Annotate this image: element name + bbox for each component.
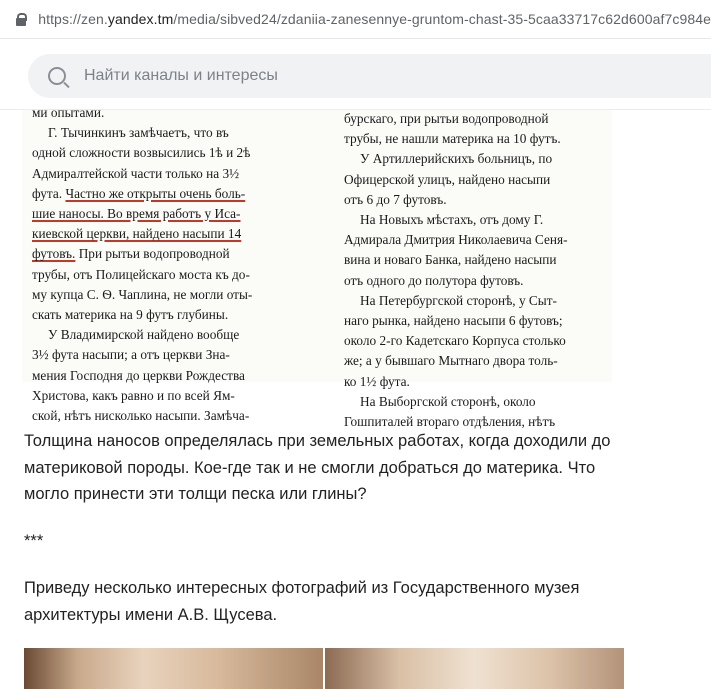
- search-header: [0, 39, 711, 110]
- scan-line: наго рынка, найдено насыпи 6 футовъ;: [344, 313, 563, 329]
- scan-line: же; а у бывшаго Мытнаго двора толь-: [344, 353, 558, 369]
- article-separator: ***: [24, 532, 44, 550]
- scan-line: одной сложности возвысились 1ѣ и 2ѣ: [32, 145, 251, 161]
- photo-gallery[interactable]: [24, 648, 624, 689]
- scan-line: Офицерской улицъ, найдено насыпи: [344, 171, 551, 187]
- scan-line: футовъ. При рытьи водопроводной: [32, 246, 230, 262]
- scan-line: фута. Частно же открыты очень боль-: [32, 185, 246, 201]
- scan-line: Гошпиталей втораго отдѣления, нѣтъ: [344, 414, 556, 430]
- scan-line: скать материка на 9 футъ глубины.: [32, 307, 229, 323]
- scan-line: 3½ фута насыпи; а отъ церкви Зна-: [32, 347, 230, 363]
- scan-line: Г. Тычинкинъ замѣчаетъ, что въ: [48, 125, 229, 141]
- scan-line: У Артиллерийскихъ больницъ, по: [360, 151, 553, 167]
- scan-line: Христова, какъ равно и по всей Ям-: [32, 387, 235, 403]
- scan-line: На Петербургской сторонѣ, у Сыт-: [360, 292, 557, 308]
- scan-line: около 2-го Кадетскаго Корпуса столько: [344, 333, 566, 349]
- scanned-document-image: [22, 105, 612, 430]
- scan-line: На Новыхъ мѣстахъ, отъ дому Г.: [360, 212, 544, 228]
- scan-line: киевской церкви, найдено насыпи 14: [32, 226, 242, 242]
- article-paragraph: Толщина наносов определялась при земельных работах, когда доходили до материковой породы. Кое-где так и не смогли добраться до материка. Что могло принести эти толщи песка или глины?: [24, 432, 611, 503]
- article-paragraph: Приведу несколько интересных фотографий из Государственного музея архитектуры имени А.В. Щусева.: [24, 579, 580, 624]
- museum-photo[interactable]: [24, 648, 323, 689]
- scan-line: мения Господня до церкви Рождества: [32, 367, 245, 383]
- url-text[interactable]: https://zen.yandex.tm/media/sibved24/zdaniia-zanesennye-gruntom-chast-35-5caa33717c62d600af7c984e: [38, 11, 711, 27]
- scan-line: Адмиралтейской части только на 3½: [32, 165, 240, 181]
- scan-line: му купца С. Ѳ. Чаплина, не могли оты-: [32, 286, 253, 302]
- scan-line: трубы, не нашли материка на 10 футъ.: [344, 131, 561, 147]
- address-bar[interactable]: [0, 0, 711, 39]
- scan-line: шие наносы. Во время работъ у Иса-: [32, 206, 241, 222]
- lock-icon: [16, 13, 24, 25]
- scan-column-right: [344, 109, 602, 432]
- scan-line: ко 1½ фута.: [344, 373, 410, 389]
- search-input[interactable]: [82, 66, 586, 86]
- scan-line: ской, нѣтъ нисколько насыпи. Замѣча-: [32, 408, 250, 424]
- scan-line: Адмирала Дмитрия Николаевича Сеня-: [344, 232, 568, 248]
- scan-line: вина и новаго Банка, найдено насыпи: [344, 252, 557, 268]
- search-box[interactable]: [28, 54, 711, 98]
- scan-line: бурскаго, при рытьи водопроводной: [344, 111, 549, 126]
- search-icon: [48, 67, 66, 85]
- scan-line: У Владимирской найдено вообще: [48, 327, 240, 343]
- scan-line: отъ 6 до 7 футовъ.: [344, 191, 447, 207]
- scan-line: На Выборгской сторонѣ, около: [360, 393, 536, 409]
- museum-photo[interactable]: [325, 648, 624, 689]
- scan-line: отъ одного до полутора футовъ.: [344, 272, 524, 288]
- scan-line: ми опытами.: [32, 105, 105, 120]
- scan-column-left: [32, 103, 307, 426]
- scan-line: трубы, отъ Полицейскаго моста къ до-: [32, 266, 250, 282]
